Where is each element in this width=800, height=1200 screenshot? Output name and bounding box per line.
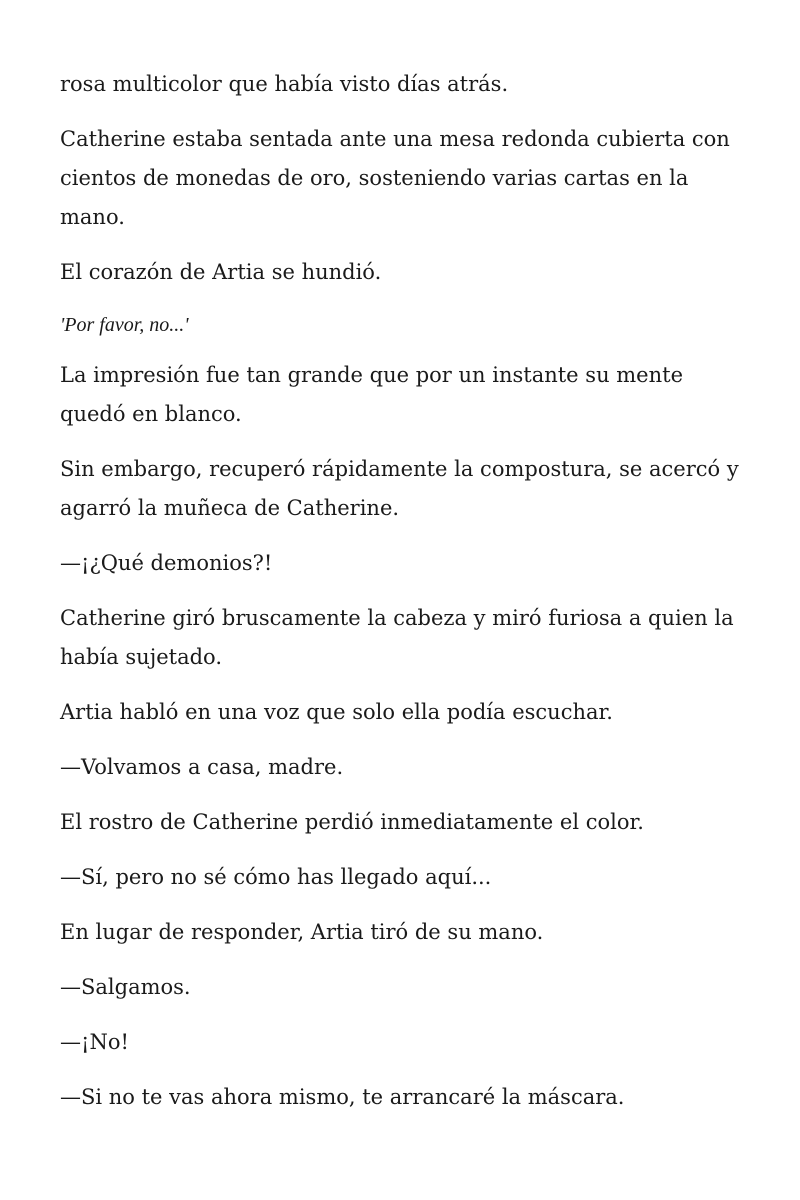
dialogue-line-1: —¡¿Qué demonios?!	[60, 551, 273, 575]
paragraph-2: Catherine estaba sentada ante una mesa redonda cubierta con cientos de monedas de oro, sosteniendo varias cartas en la mano.	[60, 127, 730, 229]
paragraph-13: En lugar de responder, Artia tiró de su mano.	[60, 920, 544, 944]
dialogue-line-6: —Si no te vas ahora mismo, te arrancaré la máscara.	[60, 1085, 625, 1109]
paragraph-5: La impresión fue tan grande que por un instante su mente quedó en blanco.	[60, 363, 683, 426]
paragraph-6: Sin embargo, recuperó rápidamente la compostura, se acercó y agarró la muñeca de Catherine.	[60, 457, 739, 520]
inner-thought: 'Por favor, no...'	[60, 314, 189, 336]
paragraph-9: Artia habló en una voz que solo ella podía escuchar.	[60, 700, 613, 724]
paragraph-8: Catherine giró bruscamente la cabeza y miró furiosa a quien la había sujetado.	[60, 606, 734, 669]
reading-page	[60, 65, 750, 1133]
paragraph-11: El rostro de Catherine perdió inmediatamente el color.	[60, 810, 644, 834]
dialogue-line-4: —Salgamos.	[60, 975, 191, 999]
dialogue-line-2: —Volvamos a casa, madre.	[60, 755, 344, 779]
dialogue-line-5: —¡No!	[60, 1030, 129, 1054]
paragraph-1: rosa multicolor que había visto días atrás.	[60, 72, 509, 96]
paragraph-3: El corazón de Artia se hundió.	[60, 260, 382, 284]
dialogue-line-3: —Sí, pero no sé cómo has llegado aquí...	[60, 865, 492, 889]
